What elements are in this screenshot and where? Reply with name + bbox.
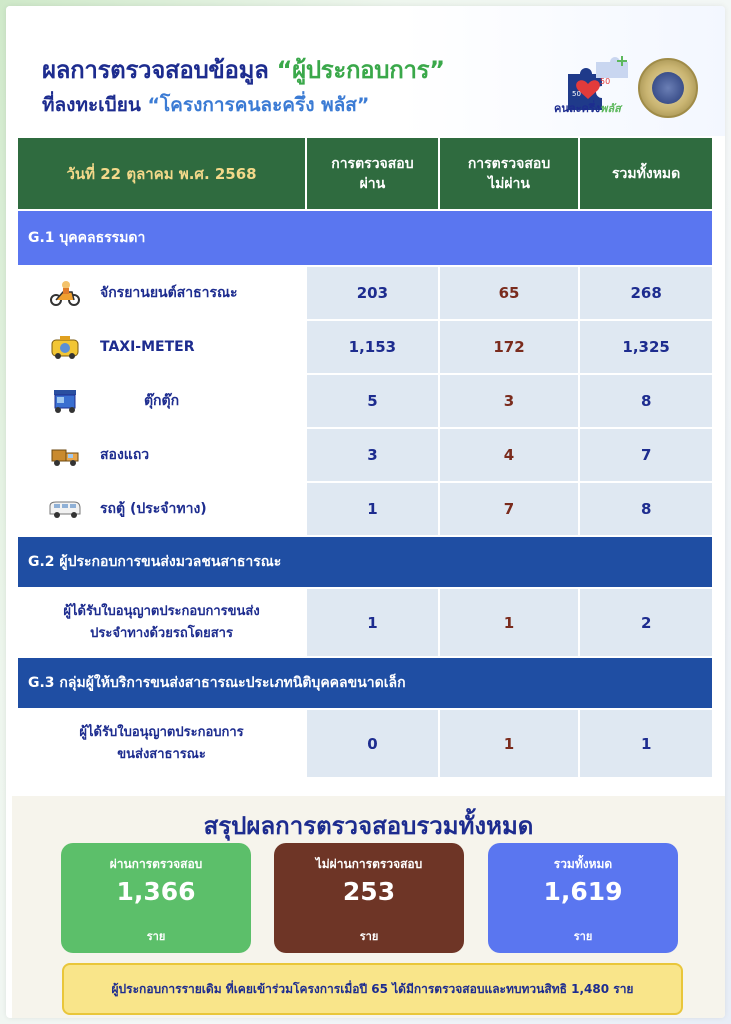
logo-caption [554, 99, 621, 117]
row-label-cell [18, 375, 305, 427]
pass-header-line1: การตรวจสอบ [331, 155, 414, 172]
table-row [18, 589, 712, 656]
fail-value: 1 [440, 710, 579, 777]
pass-value: 1 [307, 483, 438, 535]
pass-value: 5 [307, 375, 438, 427]
total-unit: ราย [573, 930, 593, 943]
total-value: 2 [580, 589, 712, 656]
row-label-cell [18, 589, 305, 656]
infographic-card [6, 6, 725, 1018]
section-g3 [18, 658, 712, 708]
section-g2 [18, 537, 712, 587]
row-label-line1: ผู้ได้รับใบอนุญาตประกอบการ [79, 724, 244, 740]
row-label-cell [18, 321, 305, 373]
passed-value: 1,366 [116, 877, 196, 906]
logo-caption-text: คนละครึ่ง [554, 102, 601, 115]
total-value: 7 [580, 429, 712, 481]
row-label-line2: ประจำทางด้วยรถโดยสาร [90, 625, 233, 641]
van-icon [48, 496, 82, 522]
pass-value: 3 [307, 429, 438, 481]
total-value: 1,325 [580, 321, 712, 373]
total-value: 1 [580, 710, 712, 777]
pass-value: 1,153 [307, 321, 438, 373]
seal-center [652, 72, 684, 104]
total-value: 8 [580, 375, 712, 427]
fail-value: 1 [440, 589, 579, 656]
logo-caption-plus: พลัส [600, 102, 621, 115]
row-label-cell [18, 710, 305, 777]
summary-section [12, 796, 725, 1018]
row-label: ตุ๊กตุ๊ก [143, 393, 180, 409]
page-subtitle [42, 90, 369, 120]
row-label-line2: ขนส่งสาธารณะ [117, 746, 206, 762]
row-label-cell [18, 429, 305, 481]
row-label-line1: ผู้ได้รับใบอนุญาตประกอบการขนส่ง [63, 603, 260, 619]
table-row [18, 483, 712, 535]
total-header: รวมทั้งหมด [580, 138, 712, 209]
songthaew-icon [48, 442, 82, 468]
row-label: TAXI-METER [100, 339, 195, 355]
svg-text:50: 50 [600, 77, 611, 86]
section-g1 [18, 211, 712, 265]
fail-value: 3 [440, 375, 579, 427]
pass-value: 203 [307, 267, 438, 319]
row-label-cell [18, 483, 305, 535]
failed-label: ไม่ผ่านการตรวจสอบ [315, 857, 423, 871]
total-value: 8 [580, 483, 712, 535]
section-g3-title: G.3 กลุ่มผู้ให้บริการขนส่งสาธารณะประเภทนิติบุคคลขนาดเล็ก [18, 658, 712, 708]
total-label: รวมทั้งหมด [553, 857, 613, 871]
summary-title: สรุปผลการตรวจสอบรวมทั้งหมด [203, 812, 534, 840]
page-title [42, 50, 445, 89]
total-summary-box [488, 843, 678, 953]
fail-value: 7 [440, 483, 579, 535]
failed-summary-box [274, 843, 464, 953]
pass-value: 1 [307, 589, 438, 656]
passed-summary-box [61, 843, 251, 953]
motorcycle-icon [48, 280, 82, 306]
row-label: รถตู้ (ประจำทาง) [100, 501, 207, 517]
pass-value: 0 [307, 710, 438, 777]
taxi-icon [48, 334, 82, 360]
passed-label: ผ่านการตรวจสอบ [109, 857, 203, 871]
total-value-summary: 1,619 [543, 877, 623, 906]
subtitle-prefix: ที่ลงทะเบียน [42, 94, 148, 116]
total-value: 268 [580, 267, 712, 319]
section-g1-title: G.1 บุคคลธรรมดา [18, 211, 712, 265]
failed-unit: ราย [359, 930, 379, 943]
failed-value: 253 [342, 877, 396, 906]
title-prefix: ผลการตรวจสอบข้อมูล [42, 56, 277, 84]
table-row [18, 321, 712, 373]
fail-value: 4 [440, 429, 579, 481]
table-row [18, 375, 712, 427]
table-row [18, 267, 712, 319]
table-row [18, 429, 712, 481]
fail-header-line1: การตรวจสอบ [467, 155, 551, 172]
row-label: สองแถว [100, 447, 150, 463]
date-header: วันที่ 22 ตุลาคม พ.ศ. 2568 [18, 138, 305, 209]
fail-value: 65 [440, 267, 579, 319]
table-header-row [18, 138, 712, 209]
pass-header [307, 138, 438, 209]
previous-operators-note: ผู้ประกอบการรายเดิม ที่เคยเข้าร่วมโครงการเมื่อปี 65 ได้มีการตรวจสอบและทบทวนสิทธิ 1,480 ราย [62, 963, 683, 1015]
section-g2-title: G.2 ผู้ประกอบการขนส่งมวลชนสาธารณะ [18, 537, 712, 587]
pass-header-line2: ผ่าน [359, 175, 386, 192]
passed-unit: ราย [146, 930, 166, 943]
government-seal [638, 58, 698, 118]
fail-header [440, 138, 579, 209]
fail-header-line2: ไม่ผ่าน [488, 175, 530, 192]
header [6, 6, 725, 136]
svg-text:50: 50 [572, 90, 581, 98]
row-label-cell [18, 267, 305, 319]
results-table [16, 136, 714, 779]
table-row [18, 710, 712, 777]
title-highlight: “ผู้ประกอบการ” [276, 56, 445, 84]
subtitle-highlight: “โครงการคนละครึ่ง พลัส” [147, 94, 370, 116]
fail-value: 172 [440, 321, 579, 373]
row-label: จักรยานยนต์สาธารณะ [100, 285, 238, 301]
